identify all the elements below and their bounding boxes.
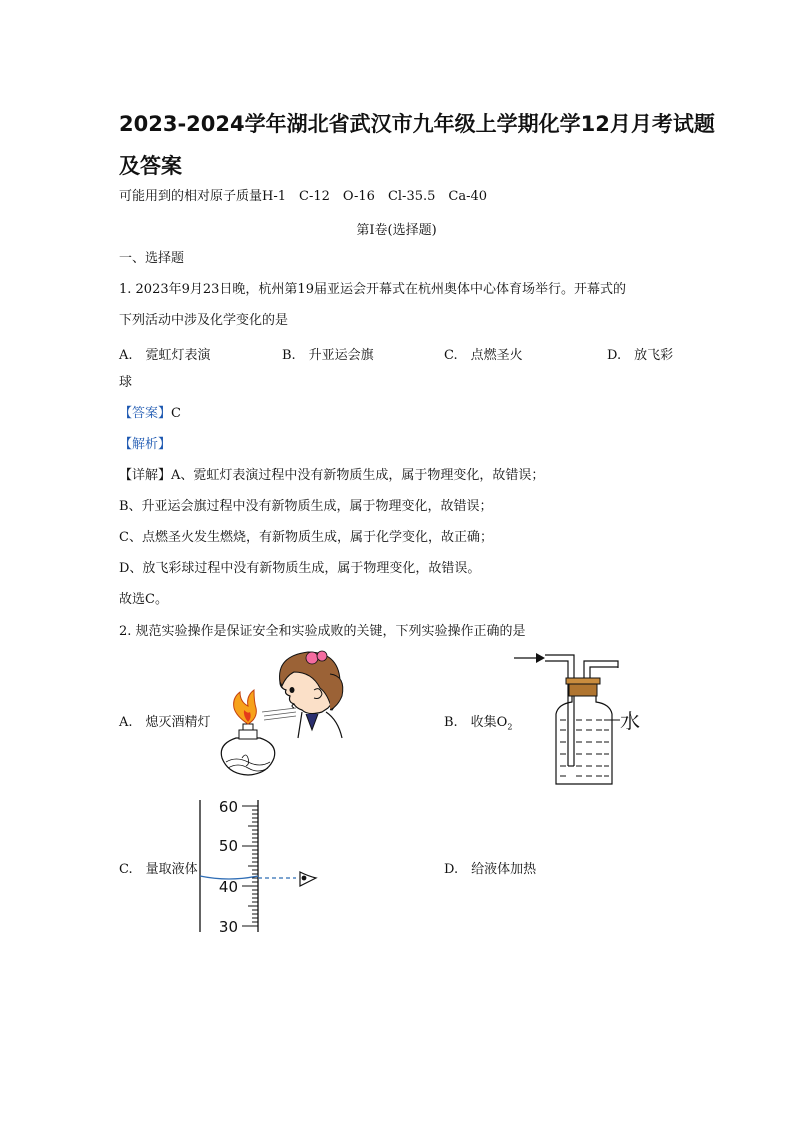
- cylinder-label-30: 30: [218, 918, 238, 936]
- q2-option-b-text: B. 收集O: [444, 715, 508, 730]
- detail-label: 【详解】: [119, 468, 172, 483]
- q1-option-c: C. 点燃圣火: [444, 348, 523, 363]
- figure-gas-collecting-bottle: [514, 648, 644, 788]
- volume-heading: 第Ⅰ卷(选择题): [356, 223, 437, 238]
- q2-option-c: C. 量取液体: [119, 862, 198, 877]
- document-title: 2023-2024学年湖北省武汉市九年级上学期化学12月月考试题及答案: [119, 112, 715, 178]
- q1-stem-line1: 1. 2023年9月23日晚，杭州第19届亚运会开幕式在杭州奥体中心体育场举行。开幕式的: [119, 282, 626, 297]
- detail-a-text: A、霓虹灯表演过程中没有新物质生成，属于物理变化，故错误；: [171, 468, 545, 483]
- q1-detail-c: C、点燃圣火发生燃烧，有新物质生成，属于化学变化，故正确；: [119, 530, 493, 545]
- section-heading: 一、选择题: [119, 251, 185, 266]
- q2-stem: 2. 规范实验操作是保证安全和实验成败的关键，下列实验操作正确的是: [119, 624, 526, 639]
- answer-value: C: [171, 406, 181, 421]
- q1-option-d-continued: 球: [119, 375, 133, 390]
- figure-graduated-cylinder: [196, 798, 326, 936]
- q1-option-d: D. 放飞彩: [607, 348, 674, 363]
- q1-detail-a: [119, 468, 544, 484]
- q1-analysis: [119, 437, 171, 453]
- answer-label: 【答案】: [119, 406, 172, 421]
- analysis-label: 【解析】: [119, 437, 172, 452]
- cylinder-label-50: 50: [218, 837, 238, 855]
- atomic-masses-line: 可能用到的相对原子质量H-1 C-12 O-16 Cl-35.5 Ca-40: [119, 189, 488, 204]
- q1-option-a: A. 霓虹灯表演: [119, 348, 211, 363]
- q1-stem-line2: 下列活动中涉及化学变化的是: [119, 313, 289, 328]
- q2-option-d: D. 给液体加热: [444, 862, 537, 877]
- q2-option-a: A. 熄灭酒精灯: [119, 715, 211, 730]
- q1-answer: [119, 406, 181, 422]
- cylinder-label-60: 60: [218, 798, 238, 816]
- figure-blowing-out-alcohol-lamp: [210, 650, 350, 785]
- q2-option-b-subscript: 2: [507, 722, 513, 732]
- q2-option-b: [444, 711, 512, 732]
- q1-detail-d: D、放飞彩球过程中没有新物质生成，属于物理变化，故错误。: [119, 561, 481, 576]
- water-label: 水: [620, 709, 640, 733]
- q1-option-b: B. 升亚运会旗: [282, 348, 374, 363]
- q1-detail-b: B、升亚运会旗过程中没有新物质生成，属于物理变化，故错误；: [119, 499, 493, 514]
- cylinder-label-40: 40: [218, 878, 238, 896]
- q1-conclusion: 故选C。: [119, 592, 168, 607]
